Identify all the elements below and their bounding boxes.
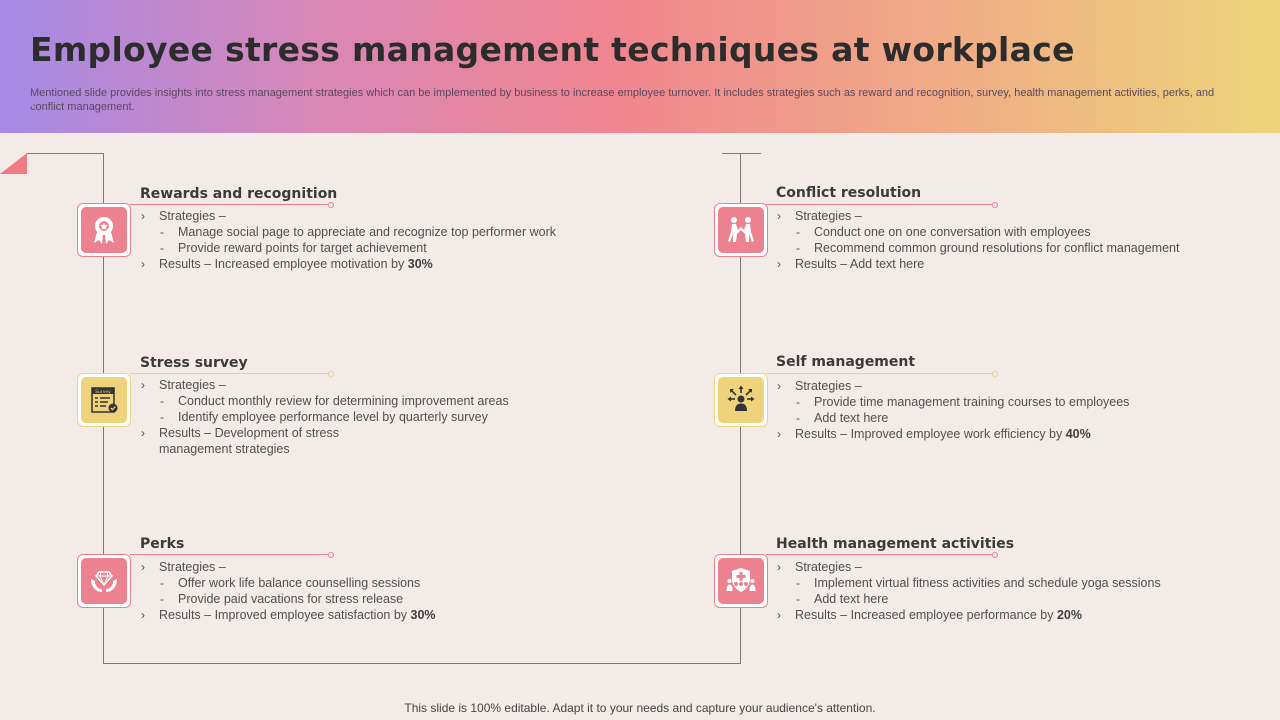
perks-icon-box (77, 554, 131, 608)
section-underline (766, 373, 994, 374)
section-title-conflict: Conflict resolution (776, 185, 922, 201)
connector-line (722, 153, 761, 154)
section-title-health: Health management activities (776, 536, 1015, 552)
survey-results: Results – Development of stress (159, 426, 339, 440)
health-icon-box (714, 554, 768, 608)
survey-icon-text: Survey (95, 390, 111, 395)
survey-strategy-item: Conduct monthly review for determining improvement areas (178, 394, 509, 408)
conflict-results: Results – Add text here (795, 257, 925, 271)
survey-clipboard-icon (89, 385, 119, 415)
connector-line (103, 663, 741, 664)
section-underline (130, 204, 330, 205)
people-conflict-icon (725, 214, 757, 246)
health-strategy-item: Implement virtual fitness activities and schedule yoga sessions (814, 576, 1161, 590)
conflict-strategy-item: Conduct one on one conversation with employees (814, 225, 1091, 239)
connector-line (27, 153, 104, 154)
survey-results-cont: management strategies (159, 442, 290, 456)
survey-strategies-label: Strategies – (159, 378, 226, 392)
survey-strategy-item: Identify employee performance level by quarterly survey (178, 410, 488, 424)
rewards-results: Results – Increased employee motivation by 30% (159, 257, 433, 271)
rewards-results-value: 30% (407, 257, 433, 271)
perks-results-value: 30% (410, 608, 436, 622)
rewards-strategy-item: Manage social page to appreciate and recognize top performer work (178, 225, 556, 239)
rewards-icon-box (77, 203, 131, 257)
footer-note: This slide is 100% editable. Adapt it to your needs and capture your audience's attention. (404, 701, 876, 715)
health-results-value: 20% (1056, 608, 1082, 622)
conflict-icon-box (714, 203, 768, 257)
section-title-rewards: Rewards and recognition (140, 186, 338, 202)
self-strategies-label: Strategies – (795, 379, 862, 393)
decor-triangle-pink (0, 153, 27, 174)
conflict-strategies-label: Strategies – (795, 209, 862, 223)
person-arrows-icon (725, 384, 757, 416)
health-results: Results – Increased employee performance by 20% (795, 608, 1082, 622)
header-banner (0, 0, 1280, 133)
section-underline (766, 554, 994, 555)
self-results: Results – Improved employee work efficiency by 40% (795, 427, 1091, 441)
self-strategy-item: Add text here (814, 411, 889, 425)
perks-results: Results – Improved employee satisfaction by 30% (159, 608, 436, 622)
health-group-icon (725, 565, 757, 597)
section-title-perks: Perks (140, 536, 185, 552)
section-underline (130, 554, 330, 555)
section-underline (130, 373, 330, 374)
page-title: Employee stress management techniques at workplace (30, 30, 1075, 69)
self-strategy-item: Provide time management training courses to employees (814, 395, 1130, 409)
ribbon-award-icon (88, 214, 120, 246)
hands-diamond-icon (88, 565, 120, 597)
rewards-strategy-item: Provide reward points for target achievement (178, 241, 427, 255)
decor-triangle-purple (0, 99, 40, 133)
health-strategy-item: Add text here (814, 592, 889, 606)
health-strategies-label: Strategies – (795, 560, 862, 574)
section-title-survey: Stress survey (140, 355, 248, 371)
perks-strategies-label: Strategies – (159, 560, 226, 574)
page-subtitle: Mentioned slide provides insights into stress management strategies which can be implemented by business to increase employee turnover. It includes strategies such as reward and recognition, survey, health management activities, perks, and conflict management. (30, 87, 1215, 113)
section-underline (766, 204, 994, 205)
conflict-strategy-item: Recommend common ground resolutions for conflict management (814, 241, 1180, 255)
section-title-self: Self management (776, 354, 916, 370)
rewards-strategies-label: Strategies – (159, 209, 226, 223)
perks-strategy-item: Provide paid vacations for stress release (178, 592, 404, 606)
survey-icon-box (77, 373, 131, 427)
perks-strategy-item: Offer work life balance counselling sessions (178, 576, 421, 590)
self-results-value: 40% (1065, 427, 1091, 441)
self-icon-box (714, 373, 768, 427)
